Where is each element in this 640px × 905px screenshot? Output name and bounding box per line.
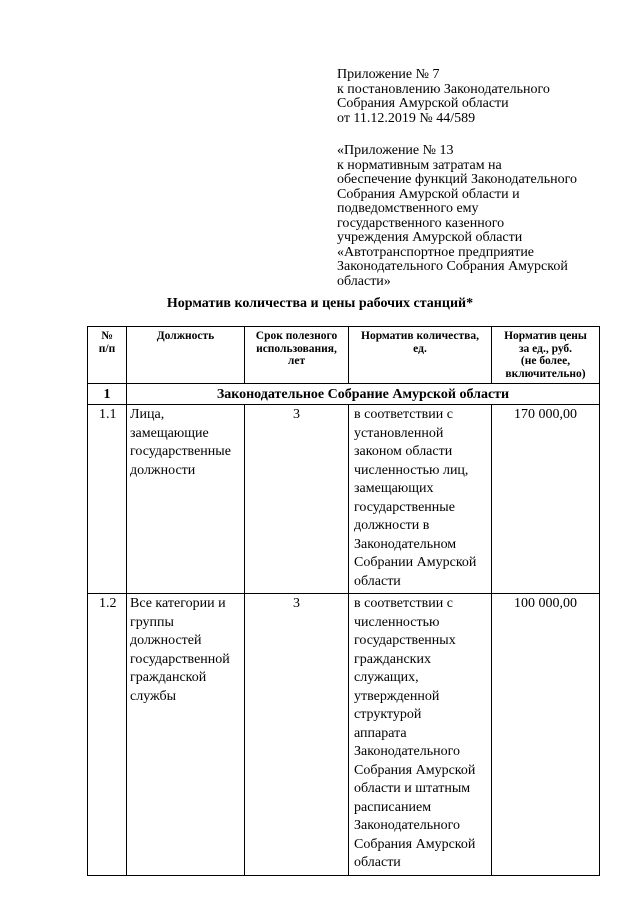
- section-num: 1: [88, 384, 127, 405]
- header-position: Должность: [127, 327, 245, 384]
- appendix-reference: Приложение № 7 к постановлению Законодательного Собрания Амурской области от 11.12.2019 № 44/589: [337, 67, 550, 126]
- row-quantity: в соответствии с численностью государственных гражданских служащих, утвержденной структурой аппарата Законодательного Собрания Амурской области и штатным расписанием Законодательного Собрания Амурской области: [349, 594, 492, 876]
- quoted-appendix-reference: «Приложение № 13 к нормативным затратам на обеспечение функций Законодательного Собрания Амурской области и подведомственного ему государственного казенного учреждения Амурской области «Автотранспортное предприятие Законодательного Собрания Амурской области»: [337, 143, 577, 289]
- table-header-row: [88, 327, 600, 384]
- row-price: 100 000,00: [492, 594, 600, 876]
- header-price: Норматив цены за ед., руб. (не более, включительно): [492, 327, 600, 384]
- row-position: Все категории и группы должностей государственной гражданской службы: [127, 594, 245, 876]
- row-term: 3: [245, 594, 349, 876]
- row-num: 1.1: [88, 405, 127, 594]
- row-price: 170 000,00: [492, 405, 600, 594]
- row-term: 3: [245, 405, 349, 594]
- section-title: Законодательное Собрание Амурской области: [127, 384, 600, 405]
- row-quantity: в соответствии с установленной законом области численностью лиц, замещающих государственные должности в Законодательном Собрании Амурской области: [349, 405, 492, 594]
- section-row: [88, 384, 600, 405]
- appendix-header: [337, 68, 617, 289]
- norms-table: [87, 326, 600, 876]
- header-quantity: Норматив количества, ед.: [349, 327, 492, 384]
- table-row: [88, 405, 600, 594]
- header-num: № п/п: [88, 327, 127, 384]
- row-num: 1.2: [88, 594, 127, 876]
- table-row: [88, 594, 600, 876]
- header-term: Срок полезного использования, лет: [245, 327, 349, 384]
- document-title: Норматив количества и цены рабочих станций*: [166, 296, 474, 311]
- row-position: Лица, замещающие государственные должности: [127, 405, 245, 594]
